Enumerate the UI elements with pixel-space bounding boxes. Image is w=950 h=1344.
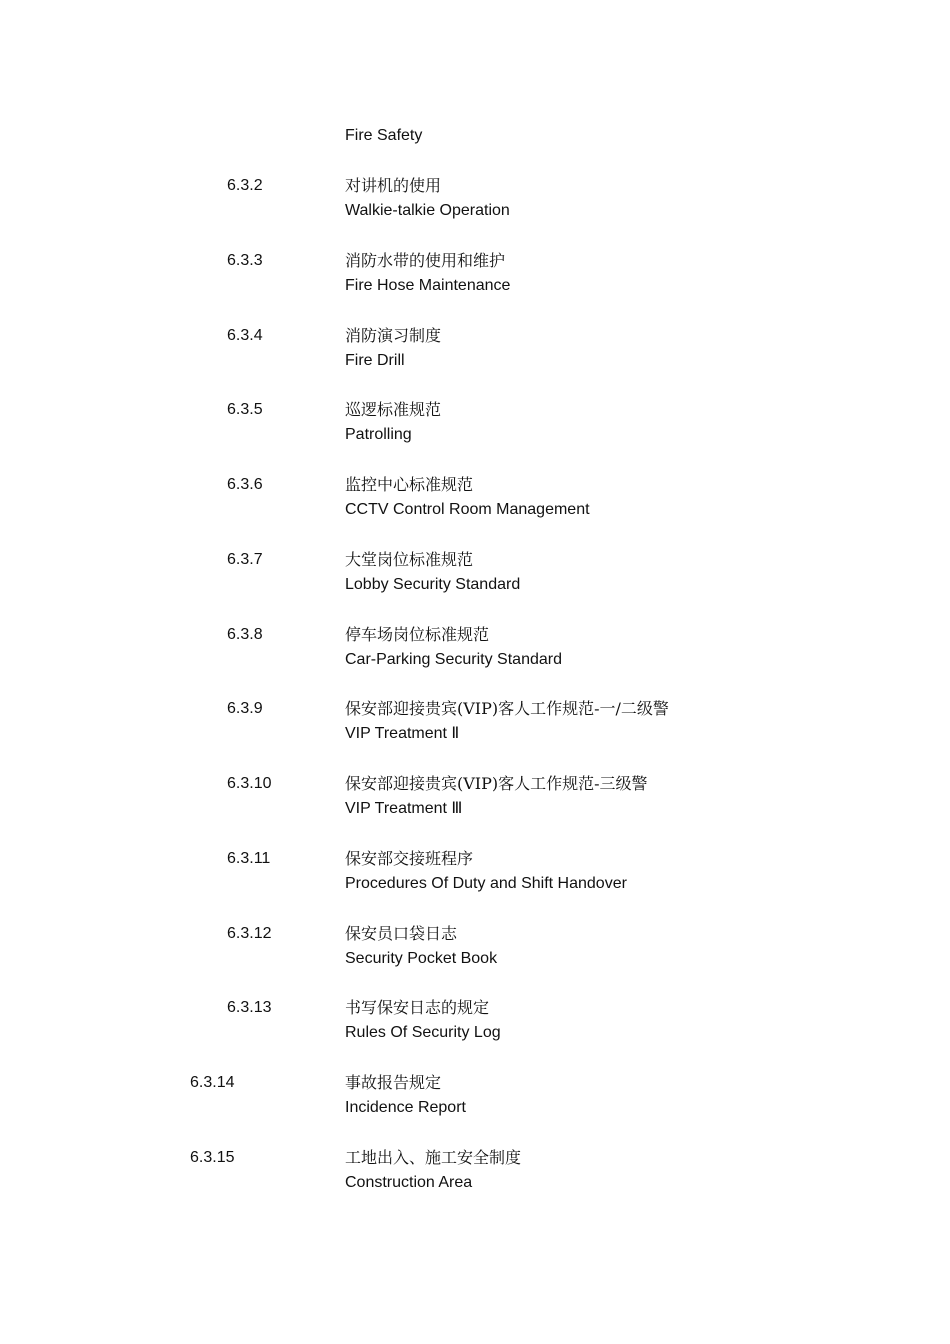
section-title-zh: 对讲机的使用 [345, 176, 442, 195]
section-number: 6.3.5 [227, 401, 263, 418]
toc-entry [0, 550, 950, 610]
section-number: 6.3.12 [227, 925, 272, 942]
section-title-zh: 监控中心标准规范 [345, 475, 474, 494]
section-title-zh: 消防演习制度 [345, 326, 442, 345]
toc-entry [0, 400, 950, 460]
section-number: 6.3.8 [227, 626, 263, 643]
section-title-en: Fire Drill [345, 352, 405, 369]
toc-entry [0, 251, 950, 311]
section-number: 6.3.6 [227, 476, 263, 493]
section-number: 6.3.3 [227, 252, 263, 269]
section-title-en: Lobby Security Standard [345, 576, 521, 593]
section-title-en: CCTV Control Room Management [345, 501, 590, 518]
section-title-zh: 保安员口袋日志 [345, 924, 458, 943]
section-title-en: Incidence Report [345, 1099, 466, 1116]
section-title-en: Fire Hose Maintenance [345, 277, 511, 294]
section-title-en: Rules Of Security Log [345, 1024, 501, 1041]
section-number: 6.3.2 [227, 177, 263, 194]
section-title-en: Patrolling [345, 426, 412, 443]
section-title-zh: 保安部迎接贵宾(VIP)客人工作规范-一/二级警 [345, 699, 669, 718]
section-title-en: Construction Area [345, 1174, 473, 1191]
toc-entry [0, 1148, 950, 1208]
section-title-zh: 巡逻标准规范 [345, 400, 442, 419]
section-title-en: VIP Treatment Ⅱ [345, 725, 460, 742]
section-title-zh: 保安部迎接贵宾(VIP)客人工作规范-三级警 [345, 774, 648, 793]
section-number: 6.3.4 [227, 327, 263, 344]
section-title-en: VIP Treatment Ⅲ [345, 800, 463, 817]
section-title-zh: 工地出入、施工安全制度 [345, 1148, 522, 1167]
toc-entry [0, 924, 950, 984]
section-title-zh: 保安部交接班程序 [345, 849, 474, 868]
lead-line-text: Fire Safety [345, 127, 423, 144]
section-title-zh: 事故报告规定 [345, 1073, 442, 1092]
section-number: 6.3.10 [227, 775, 272, 792]
toc-entry [0, 774, 950, 834]
toc-entry [0, 176, 950, 236]
section-title-zh: 停车场岗位标准规范 [345, 625, 490, 644]
section-title-en: Procedures Of Duty and Shift Handover [345, 875, 627, 892]
section-number: 6.3.9 [227, 700, 263, 717]
section-number: 6.3.14 [190, 1074, 235, 1091]
section-title-en: Security Pocket Book [345, 950, 498, 967]
section-title-en: Walkie-talkie Operation [345, 202, 510, 219]
toc-entry [0, 326, 950, 386]
section-title-zh: 消防水带的使用和维护 [345, 251, 506, 270]
section-title-zh: 书写保安日志的规定 [345, 998, 490, 1017]
section-title-en: Car-Parking Security Standard [345, 651, 562, 668]
toc-entry [0, 475, 950, 535]
toc-entry [0, 699, 950, 759]
section-number: 6.3.7 [227, 551, 263, 568]
section-number: 6.3.15 [190, 1149, 235, 1166]
section-title-zh: 大堂岗位标准规范 [345, 550, 474, 569]
toc-entry [0, 998, 950, 1058]
toc-entry [0, 849, 950, 909]
section-number: 6.3.13 [227, 999, 272, 1016]
toc-entry [0, 625, 950, 685]
section-number: 6.3.11 [227, 850, 271, 867]
toc-entry [0, 1073, 950, 1133]
